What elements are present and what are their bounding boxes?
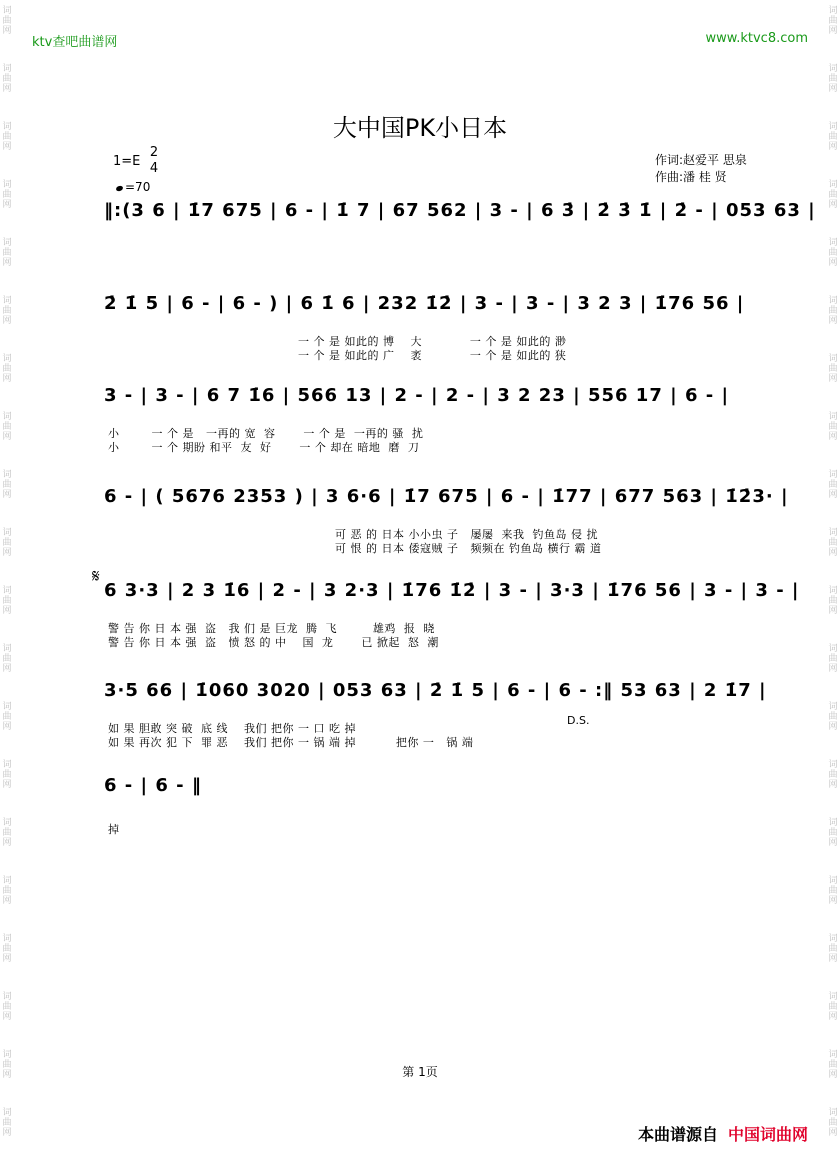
watermark-mark: 词 曲 网 (828, 760, 838, 790)
source-brand[interactable]: 中国词曲网 (727, 1125, 808, 1144)
lyric-line: 一 个 是 如此的 广 袤 一 个 是 如此的 狭 (298, 349, 567, 362)
watermark-mark: 词 曲 网 (828, 992, 838, 1022)
meter-top: 2 (149, 145, 159, 160)
lyric-line: 可 恶 的 日本 小小虫 子 屡屡 来我 钓鱼岛 侵 扰 (335, 528, 598, 541)
watermark-mark: 词 曲 网 (828, 6, 838, 36)
watermark-mark: 词 曲 网 (828, 702, 838, 732)
tempo-mark (116, 180, 150, 194)
lyric-line: 警 告 你 日 本 强 盗 我 们 是 巨龙 腾 飞 雄鸡 报 晓 (108, 622, 435, 635)
watermark-mark: 词 曲 网 (2, 6, 12, 36)
watermark-mark: 词 曲 网 (2, 992, 12, 1022)
lyric-line: 如 果 胆敢 突 破 底 线 我们 把你 一 口 吃 掉 (108, 722, 356, 735)
watermark-mark: 词 曲 网 (828, 354, 838, 384)
lyric-line: 如 果 再次 犯 下 罪 恶 我们 把你 一 锅 端 掉 把你 一 锅 端 (108, 736, 474, 749)
score-line: ‖:(3 6 | 1̇7 675 | 6 - | 1̇ 7 | 67 562 | 3 - | 6 3̇ | 2̇ 3̇ 1̇ | 2̇ - | 053 63 | (104, 200, 816, 221)
watermark-mark: 词 曲 网 (828, 296, 838, 326)
source-label: 本曲谱源自 (637, 1125, 718, 1144)
score-line: 6 - | ( 5676 2353 ) | 3 6·6 | 1̇7 675 | 6 - | 1̇77 | 677 563 | 1̇2̇3· | (104, 486, 789, 507)
watermark-mark: 词 曲 网 (828, 818, 838, 848)
watermark-mark: 词 曲 网 (828, 1108, 838, 1138)
score-line: 3·5 66 | 1̇060 3020 | 053 63 | 2̇ 1̇ 5 | 6 - | 6 - :‖ 53 63 | 2 1̇7 | (104, 680, 767, 701)
song-title: 大中国PK小日本 (332, 114, 508, 142)
lyric-line: 掉 (108, 823, 120, 836)
score-line: 2̇ 1̇ 5 | 6 - | 6 - ) | 6 1̇ 6 | 232 1̇2̇ | 3 - | 3 - | 3 2 3 | 1̇76 56 | (104, 293, 745, 314)
ds-mark: D.S. (567, 714, 590, 727)
watermark-mark: 词 曲 网 (2, 760, 12, 790)
score-line: 3 - | 3 - | 6 7 1̇6 | 566 13 | 2 - | 2 - | 3 2 23 | 556 17 | 6 - | (104, 385, 730, 406)
watermark-mark: 词 曲 网 (828, 238, 838, 268)
site-name-left[interactable]: ktv查吧曲谱网 (32, 35, 118, 50)
source-credit (638, 1122, 808, 1145)
watermark-mark: 词 曲 网 (2, 296, 12, 326)
watermark-mark: 词 曲 网 (828, 412, 838, 442)
lyric-line: 可 恨 的 日本 倭寇贼 子 频频在 钓鱼岛 横行 霸 道 (335, 542, 602, 555)
composer: 作曲:潘 桂 贤 (655, 170, 727, 184)
watermark-mark: 词 曲 网 (2, 934, 12, 964)
watermark-mark: 词 曲 网 (2, 818, 12, 848)
key-signature: 1=E (113, 154, 141, 169)
watermark-mark: 词 曲 网 (828, 586, 838, 616)
watermark-mark: 词 曲 网 (2, 876, 12, 906)
segno-icon: 𝄋 (92, 566, 100, 587)
lyricist: 作词:赵爱平 思泉 (655, 153, 747, 167)
watermark-mark: 词 曲 网 (2, 644, 12, 674)
watermark-mark: 词 曲 网 (2, 412, 12, 442)
watermark-mark: 词 曲 网 (2, 1050, 12, 1080)
score-line: 6 3·3 | 2 3 1̇6 | 2 - | 3 2·3 | 1̇76 1̇2̇ | 3 - | 3·3 | 1̇76 56 | 3 - | 3 - | (104, 580, 800, 601)
quarter-note-icon (115, 185, 123, 192)
score-line: 6 - | 6 - ‖ (104, 775, 202, 796)
tempo-value: =70 (125, 180, 151, 194)
meter-bottom: 4 (149, 161, 159, 176)
watermark-mark: 词 曲 网 (2, 702, 12, 732)
watermark-mark: 词 曲 网 (2, 180, 12, 210)
site-url-right[interactable]: www.ktvc8.com (705, 31, 808, 46)
lyric-line: 警 告 你 日 本 强 盗 愤 怒 的 中 国 龙 已 掀起 怒 潮 (108, 636, 439, 649)
watermark-mark: 词 曲 网 (2, 122, 12, 152)
watermark-mark: 词 曲 网 (828, 180, 838, 210)
time-signature (146, 145, 162, 177)
watermark-mark: 词 曲 网 (828, 122, 838, 152)
watermark-mark: 词 曲 网 (2, 470, 12, 500)
watermark-mark: 词 曲 网 (2, 528, 12, 558)
watermark-mark: 词 曲 网 (2, 64, 12, 94)
watermark-mark: 词 曲 网 (2, 238, 12, 268)
watermark-mark: 词 曲 网 (828, 64, 838, 94)
watermark-mark: 词 曲 网 (2, 1108, 12, 1138)
watermark-mark: 词 曲 网 (828, 528, 838, 558)
left-watermark-strip (0, 0, 14, 1169)
page-number: 第 1页 (402, 1065, 438, 1079)
watermark-mark: 词 曲 网 (2, 354, 12, 384)
right-watermark-strip (826, 0, 840, 1169)
watermark-mark: 词 曲 网 (828, 934, 838, 964)
watermark-mark: 词 曲 网 (2, 586, 12, 616)
credits (655, 152, 747, 186)
lyric-line: 小 一 个 期盼 和平 友 好 一 个 却在 暗地 磨 刀 (108, 441, 420, 454)
lyric-line: 一 个 是 如此的 博 大 一 个 是 如此的 渺 (298, 335, 567, 348)
watermark-mark: 词 曲 网 (828, 644, 838, 674)
watermark-mark: 词 曲 网 (828, 876, 838, 906)
watermark-mark: 词 曲 网 (828, 1050, 838, 1080)
lyric-line: 小 一 个 是 一再的 宽 容 一 个 是 一再的 骚 扰 (108, 427, 424, 440)
watermark-mark: 词 曲 网 (828, 470, 838, 500)
